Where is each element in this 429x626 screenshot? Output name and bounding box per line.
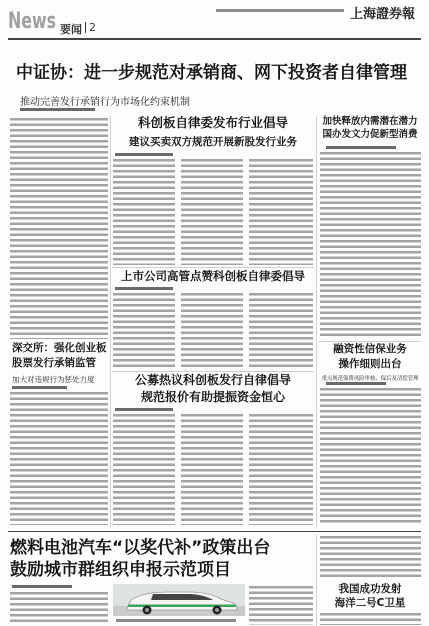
car-photo-svg <box>113 584 245 616</box>
consumption-body-column <box>320 152 421 339</box>
credit-insurance-headline-line-2: 操作细则出台 <box>338 358 402 370</box>
column-separator <box>110 116 111 527</box>
executives-headline: 上市公司高管点赞科创板自律委倡导 <box>121 269 305 283</box>
column-separator <box>316 116 317 527</box>
funds-body-column <box>249 414 313 525</box>
szse-byline <box>12 386 67 389</box>
szse-subheadline: 加大对违规行为惩处力度 <box>12 375 95 384</box>
article-separator <box>112 371 314 372</box>
satellite-headline-line-1: 我国成功发射 <box>338 583 402 595</box>
fuel-cell-body-column <box>249 586 313 625</box>
executives-body-column <box>181 293 243 368</box>
fuel-cell-headline-line-2: 鼓励城市群组织申报示范项目 <box>10 560 231 580</box>
fuel-cell-headline-line-1: 燃料电池汽车“以奖代补”政策出台 <box>10 538 271 558</box>
szse-body-column <box>10 392 108 525</box>
fuel-cell-body-column <box>10 592 108 625</box>
section-name: 要闻 <box>60 23 82 36</box>
consumption-headline-line-1: 加快释放内需潜在潜力 <box>322 116 418 127</box>
star-board-body-column <box>181 159 243 265</box>
fuel-cell-byline <box>12 585 72 588</box>
consumption-headline-line-2: 国办发文力促新型消费 <box>322 129 418 140</box>
szse-headline-line-2: 股票发行承销监管 <box>12 357 96 369</box>
car-hubcap <box>145 608 149 612</box>
funds-body-column <box>113 414 175 525</box>
article-separator <box>112 267 314 268</box>
credit-insurance-body-column <box>320 388 421 525</box>
funds-headline-line-2: 规范报价有助提振资金恒心 <box>140 390 285 404</box>
credit-insurance-byline <box>326 382 386 385</box>
article-separator <box>319 341 421 342</box>
star-board-body-column <box>249 159 313 265</box>
lead-subheadline: 推动完善发行承销行为市场化约束机制 <box>20 97 190 108</box>
satellite-body-column <box>320 613 421 625</box>
lead-body-column <box>10 118 108 339</box>
credit-insurance-headline-line-1: 融资性信保业务 <box>333 343 407 355</box>
section-logo: News <box>8 9 57 34</box>
column-separator <box>316 534 317 626</box>
executives-byline <box>115 287 173 290</box>
satellite-headline-line-2: 海洋二号C卫星 <box>334 597 406 609</box>
masthead-logo: 上海證券報 <box>350 7 416 22</box>
star-board-headline-line-1: 科创板自律委发布行业倡导 <box>137 115 288 130</box>
lead-byline <box>20 108 95 111</box>
section-divider <box>85 22 86 33</box>
funds-body-column <box>181 414 243 525</box>
star-board-headline-line-2: 建议买卖双方规范开展新股发行业务 <box>129 136 297 148</box>
lead-headline: 中证协：进一步规范对承销商、网下投资者自律管理 <box>16 63 407 83</box>
consumption-byline <box>326 146 396 149</box>
credit-insurance-subheadline: 重点规范保费风险审核、保后及清偿管理 <box>321 376 419 382</box>
executives-body-column <box>249 293 313 368</box>
fuel-cell-car-photo <box>113 584 245 616</box>
bottom-section-rule <box>8 531 421 532</box>
funds-headline-line-1: 公募热议科创板发行自律倡导 <box>134 373 291 387</box>
car-hubcap <box>215 608 219 612</box>
page-number: 2 <box>89 21 96 34</box>
star-board-body-column <box>113 159 175 265</box>
funds-byline <box>115 408 173 411</box>
photo-caption <box>116 619 236 622</box>
header-rule <box>8 38 421 40</box>
star-board-byline <box>115 153 173 156</box>
executives-body-column <box>113 293 175 368</box>
fuel-cell-body-column <box>320 536 421 580</box>
szse-headline-line-1: 深交所：强化创业板 <box>12 342 107 354</box>
date-line <box>216 9 344 12</box>
